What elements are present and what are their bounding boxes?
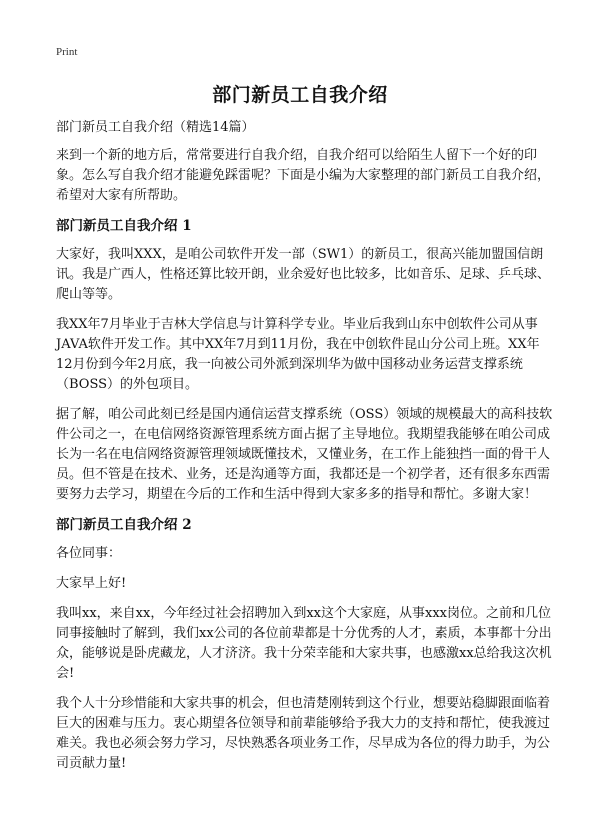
intro-paragraph: 来到一个新的地方后，常常要进行自我介绍，自我介绍可以给陌生人留下一个好的印象。怎么写自我介绍才能避免踩雷呢？下面是小编为大家整理的部门新员工自我介绍，希望对大家有所帮助。 bbox=[56, 148, 551, 203]
section-1-paragraph-1: 大家好，我叫XXX，是咱公司软件开发一部（SW1）的新员工，很高兴能加盟国信朗讯。我是广西人，性格还算比较开朗，业余爱好也比较多，比如音乐、足球、乒乓球、爬山等等。 bbox=[56, 247, 551, 302]
section-2-paragraph-2: 大家早上好! bbox=[56, 576, 127, 591]
section-heading-2: 部门新员工自我介绍 2 bbox=[56, 517, 192, 533]
article-body bbox=[56, 118, 556, 784]
section-1-paragraph-3: 据了解，咱公司此刻已经是国内通信运营支撑系统（OSS）领域的规模最大的高科技软件公司之一，在电信网络资源管理系统方面占据了主导地位。我期望我能够在咱公司成长为一名在电信网络资源管理领域既懂技术，又懂业务，在工作上能独挡一面的骨干人员。但不管是在技术、业务，还是沟通等方面，我都还是一个初学者，还有很多东西需要努力去学习，期望在今后的工作和生活中得到大家多多的指导和帮忙。多谢大家！ bbox=[56, 407, 553, 502]
section-2-paragraph-1: 各位同事： bbox=[56, 546, 122, 561]
print-link[interactable]: Print bbox=[56, 46, 78, 58]
page-title: 部门新员工自我介绍 bbox=[212, 84, 388, 106]
section-2-paragraph-3: 我叫xx，来自xx，今年经过社会招聘加入到xx这个大家庭，从事xxx岗位。之前和几位同事接触时了解到，我们xx公司的各位前辈都是十分优秀的人才，素质，本事都十分出众，能够说是卧虎藏龙，人才济济。我十分荣幸能和大家共事，也感激xx总给我这次机会! bbox=[56, 606, 552, 681]
section-heading-1: 部门新员工自我介绍 1 bbox=[56, 218, 192, 234]
section-1-paragraph-2: 我XX年7月毕业于吉林大学信息与计算科学专业。毕业后我到山东中创软件公司从事JAVA软件开发工作。其中XX年7月到11月份，我在中创软件昆山分公司上班。XX年12月份到今年2月底，我一向被公司外派到深圳华为做中国移动业务运营支撑系统（BOSS）的外包项目。 bbox=[56, 317, 540, 392]
section-2-paragraph-4: 我个人十分珍惜能和大家共事的机会，但也清楚刚转到这个行业，想要站稳脚跟面临着巨大的困难与压力。衷心期望各位领导和前辈能够给予我大力的支持和帮忙，使我渡过难关。我也必须会努力学习，尽快熟悉各项业务工作，尽早成为各位的得力助手，为公司贡献力量! bbox=[56, 696, 551, 771]
article-subtitle: 部门新员工自我介绍（精选14篇） bbox=[56, 120, 255, 135]
